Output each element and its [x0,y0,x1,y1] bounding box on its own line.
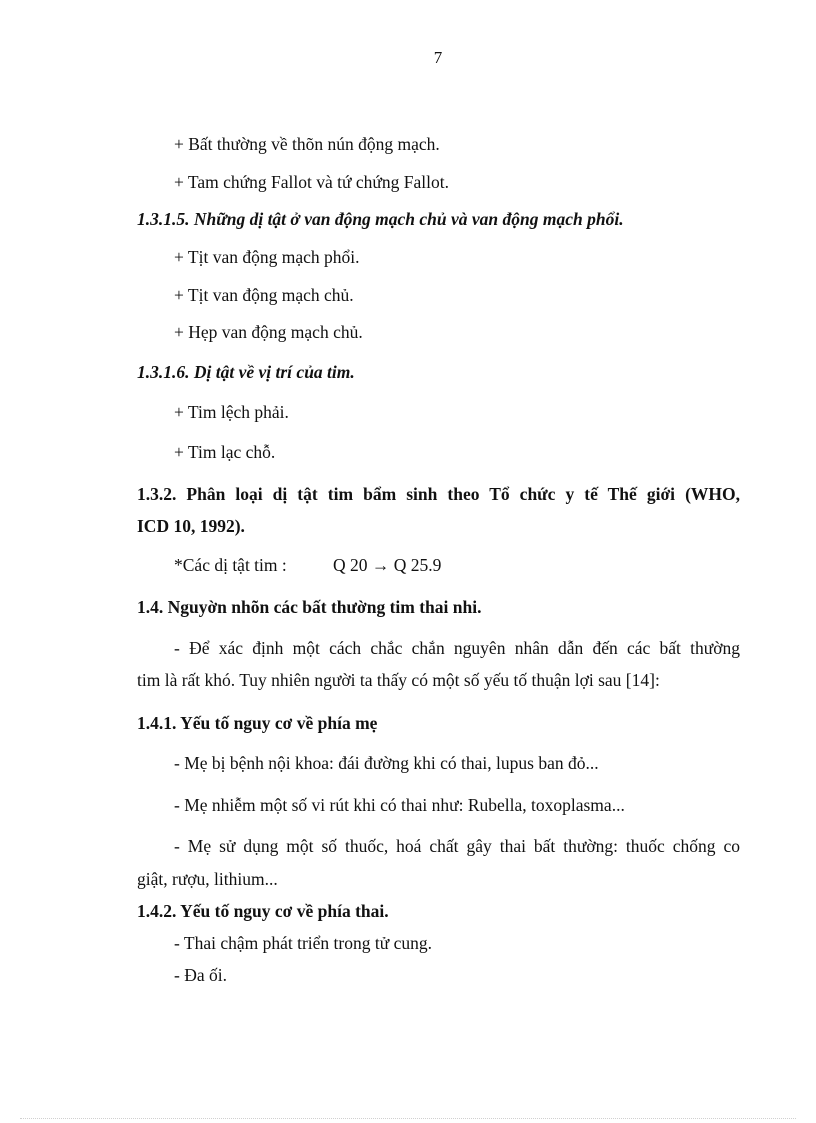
icd-range: Q 20 → Q 25.9 [333,555,442,575]
paragraph-causes-line-2: tim là rất khó. Tuy nhiên người ta thấy có một số yếu tố thuận lợi sau [14]: [137,670,660,690]
heading-1-4: 1.4. Nguyờn nhõn các bất thường tim thai nhi. [137,597,482,617]
icd-code-line [174,554,740,576]
bullet-ectopia-cordis: + Tim lạc chỗ. [174,442,276,462]
item-maternal-infection: - Mẹ nhiễm một số vi rút khi có thai như: Rubella, toxoplasma... [174,795,625,815]
item-fetal-growth: - Thai chậm phát triển trong tử cung. [174,933,432,953]
item-maternal-drugs-line-2: giật, rượu, lithium... [137,869,278,889]
bullet-dextrocardia: + Tim lệch phải. [174,402,289,422]
bullet-aortic-stenosis: + Hẹp van động mạch chủ. [174,322,363,342]
bullet-aortic-atresia: + Tịt van động mạch chủ. [174,285,354,305]
heading-1-3-1-5: 1.3.1.5. Những dị tật ở van động mạch chủ và van động mạch phổi. [137,209,624,229]
heading-1-3-2-line-2: ICD 10, 1992). [137,516,245,536]
page-number: 7 [433,48,443,67]
heading-1-4-2: 1.4.2. Yếu tố nguy cơ về phía thai. [137,901,389,921]
bullet-pulmonary-atresia: + Tịt van động mạch phổi. [174,247,360,267]
bullet-conotruncal-anomaly: + Bất thường về thõn nún động mạch. [174,134,440,154]
paragraph-causes-line-1: - Để xác định một cách chắc chắn nguyên nhân dẫn đến các bất thường [174,638,740,658]
heading-1-4-1: 1.4.1. Yếu tố nguy cơ về phía mẹ [137,713,378,733]
item-maternal-drugs-line-1: - Mẹ sử dụng một số thuốc, hoá chất gây thai bất thường: thuốc chống co [174,836,740,856]
icd-label: *Các dị tật tim : [174,555,287,575]
item-polyhydramnios: - Đa ối. [174,965,227,985]
item-maternal-disease: - Mẹ bị bệnh nội khoa: đái đường khi có thai, lupus ban đỏ... [174,753,599,773]
heading-1-3-1-6: 1.3.1.6. Dị tật về vị trí của tim. [137,362,355,382]
bullet-fallot: + Tam chứng Fallot và tứ chứng Fallot. [174,172,449,192]
page-bottom-divider [20,1118,796,1119]
heading-1-3-2-line-1: 1.3.2. Phân loại dị tật tim bẩm sinh theo Tổ chức y tế Thế giới (WHO, [137,484,740,504]
